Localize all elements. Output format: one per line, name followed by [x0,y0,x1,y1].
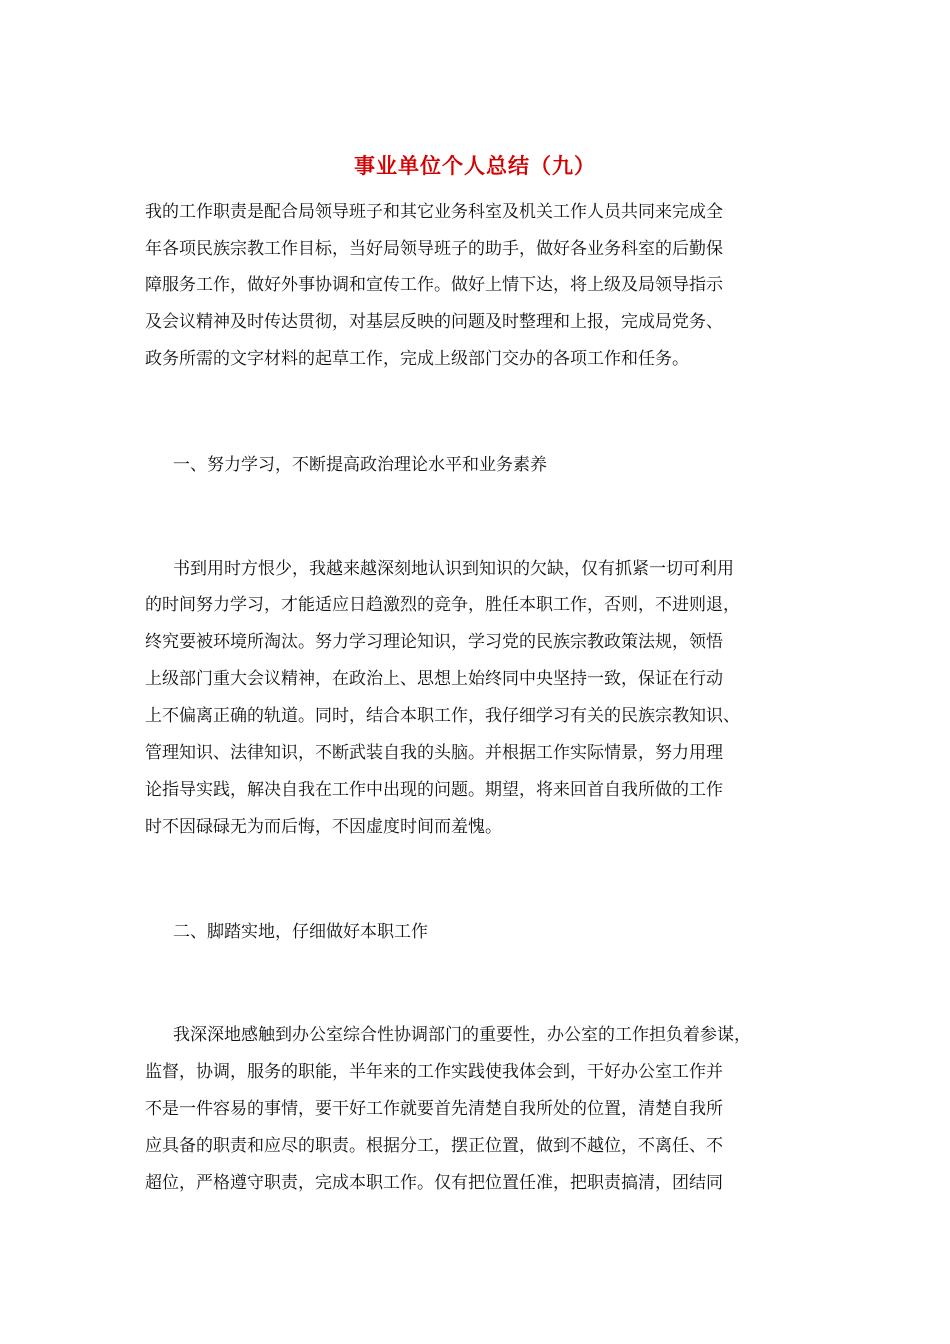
intro-line: 障服务工作，做好外事协调和宣传工作。做好上情下达，将上级及局领导指示 [145,275,723,295]
paragraph-line: 书到用时方恨少，我越来越深刻地认识到知识的欠缺，仅有抓紧一切可利用 [173,559,734,579]
section-heading: 二、脚踏实地，仔细做好本职工作 [173,922,428,942]
paragraph-line: 我深深地感触到办公室综合性协调部门的重要性，办公室的工作担负着参谋， [173,1025,751,1045]
intro-line: 年各项民族宗教工作目标，当好局领导班子的助手，做好各业务科室的后勤保 [145,239,723,259]
paragraph-line: 上不偏离正确的轨道。同时，结合本职工作，我仔细学习有关的民族宗教知识、 [145,706,740,726]
paragraph-line: 时不因碌碌无为而后悔，不因虚度时间而羞愧。 [145,817,502,837]
paragraph-line: 论指导实践，解决自我在工作中出现的问题。期望，将来回首自我所做的工作 [145,780,723,800]
section-heading: 一、努力学习，不断提高政治理论水平和业务素养 [173,455,547,475]
document-title: 事业单位个人总结（九） [354,153,596,178]
paragraph-line: 监督，协调，服务的职能，半年来的工作实践使我体会到，干好办公室工作并 [145,1062,723,1082]
paragraph-line: 超位，严格遵守职责，完成本职工作。仅有把位置任准，把职责搞清，团结同 [145,1173,723,1193]
paragraph-line: 应具备的职责和应尽的职责。根据分工，摆正位置，做到不越位，不离任、不 [145,1136,723,1156]
paragraph-line: 上级部门重大会议精神，在政治上、思想上始终同中央坚持一致，保证在行动 [145,669,723,689]
intro-line: 及会议精神及时传达贯彻，对基层反映的问题及时整理和上报，完成局党务、 [145,312,723,332]
intro-line: 我的工作职责是配合局领导班子和其它业务科室及机关工作人员共同来完成全 [145,202,723,222]
paragraph-line: 的时间努力学习，才能适应日趋激烈的竞争，胜任本职工作，否则，不进则退， [145,595,740,615]
intro-line: 政务所需的文字材料的起草工作，完成上级部门交办的各项工作和任务。 [145,349,689,369]
paragraph-line: 管理知识、法律知识，不断武装自我的头脑。并根据工作实际情景，努力用理 [145,743,723,763]
paragraph-line: 终究要被环境所淘汰。努力学习理论知识，学习党的民族宗教政策法规，领悟 [145,632,723,652]
paragraph-line: 不是一件容易的事情，要干好工作就要首先清楚自我所处的位置，清楚自我所 [145,1099,723,1119]
